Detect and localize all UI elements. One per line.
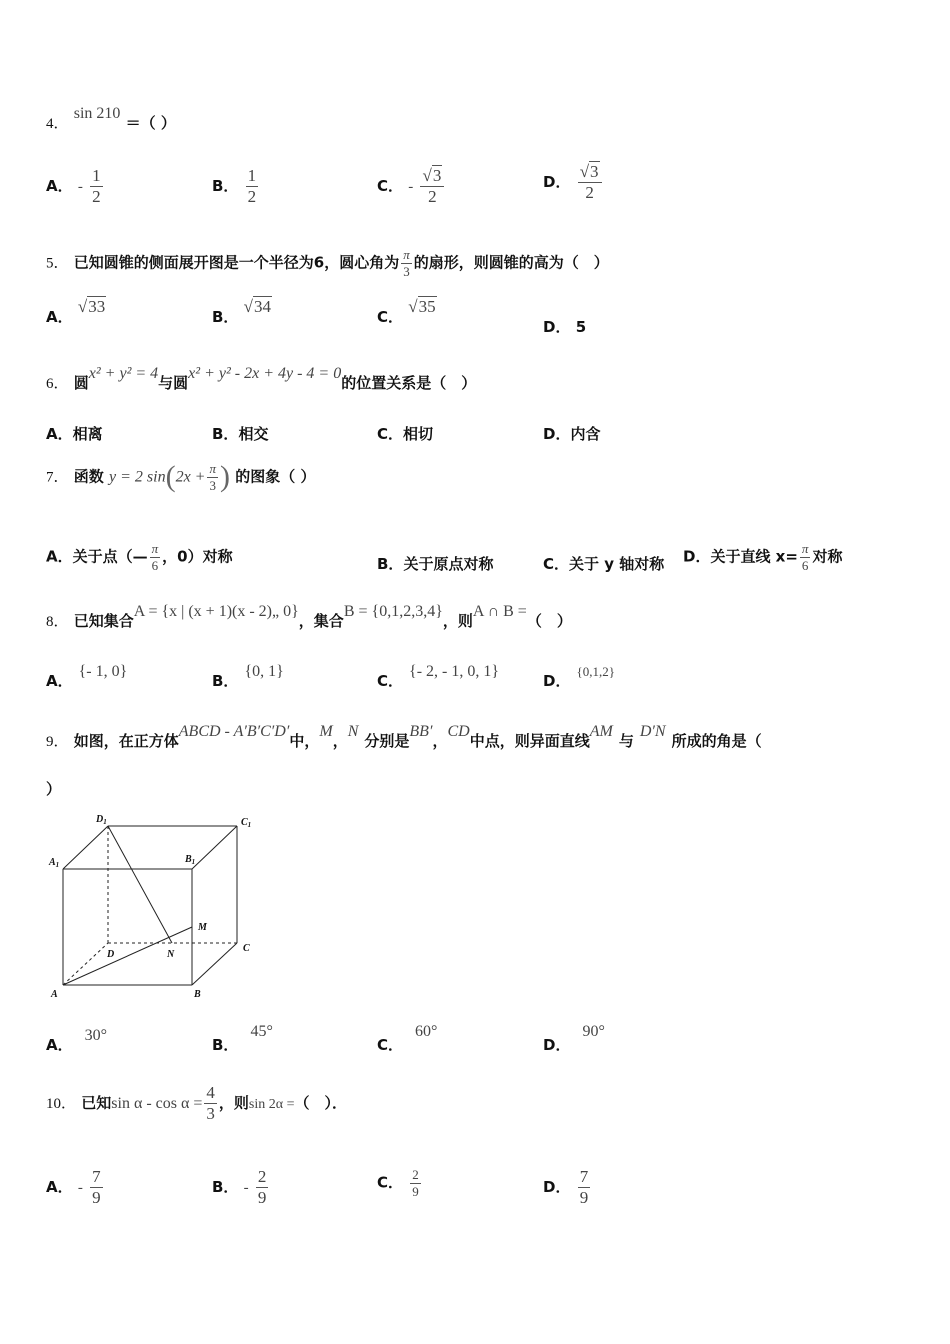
option-label: D． (543, 172, 571, 191)
option-label: A． (46, 547, 73, 566)
question-5 (46, 248, 609, 278)
option-d[interactable] (543, 1168, 592, 1207)
line-dn: D′N (639, 723, 666, 740)
question-number: 9． (46, 734, 69, 750)
question-text: 分别是 (364, 732, 410, 750)
option-text: 相离 (72, 425, 103, 443)
edge-b-c (192, 943, 237, 985)
option-a[interactable] (46, 1027, 108, 1055)
right-paren: ) (220, 460, 230, 493)
fraction (90, 167, 103, 206)
denominator: 9 (412, 1183, 419, 1199)
question-7 (46, 460, 315, 494)
radicand: 34 (254, 297, 272, 316)
option-d[interactable] (543, 316, 586, 337)
option-text: 相交 (238, 425, 269, 443)
option-math: {0,1,2} (576, 664, 615, 679)
edge-a1-d1 (63, 826, 108, 869)
option-b[interactable] (377, 553, 493, 574)
option-c[interactable] (377, 167, 446, 206)
fraction (410, 1168, 421, 1198)
sqrt: √34 (243, 297, 272, 316)
option-label: A． (46, 672, 73, 690)
option-text: 关于 y 轴对称 (569, 555, 665, 573)
option-text: 关于直线 x= (710, 547, 798, 566)
option-b[interactable] (212, 1023, 273, 1055)
option-label: B． (212, 425, 239, 443)
option-c[interactable] (377, 663, 500, 691)
numerator: π (151, 541, 159, 556)
numerator: √3 (578, 163, 602, 183)
denominator: 9 (579, 1187, 589, 1207)
function-inner: 2x + (175, 468, 206, 486)
option-label: C． (377, 1173, 404, 1192)
label-c: C (243, 943, 250, 954)
option-a[interactable] (46, 1168, 105, 1207)
question-text: ，则 (218, 1093, 249, 1112)
question-text: 如图，在正方体 (73, 732, 179, 750)
set-b-definition: B = {0,1,2,3,4} (343, 603, 443, 620)
denominator: 3 (206, 1103, 215, 1123)
numerator: 2 (412, 1167, 419, 1182)
given-expression: sin α - cos α = (111, 1094, 203, 1112)
option-text: 关于原点对称 (403, 555, 494, 573)
point-n: N (347, 723, 359, 740)
question-10 (46, 1084, 347, 1123)
option-text: 关于点（— (72, 547, 148, 566)
option-b[interactable] (212, 1168, 270, 1207)
circle-equation-2: x² + y² - 2x + 4y - 4 = 0 (188, 365, 342, 382)
sin-expression: sin 210 (73, 105, 121, 122)
option-label: C． (377, 425, 404, 443)
fraction (578, 163, 602, 202)
numerator: 1 (247, 166, 257, 185)
minus-sign: - (77, 1179, 83, 1196)
question-text: 已知 (81, 1093, 112, 1112)
intersection-expression: A ∩ B = (472, 603, 527, 620)
question-9 (46, 723, 762, 751)
fraction (256, 1168, 269, 1207)
label-n: N (167, 949, 175, 960)
radicand: 33 (88, 297, 106, 316)
denominator: 3 (403, 263, 410, 279)
label-a: A (51, 989, 58, 1000)
option-label: B． (212, 308, 239, 326)
denominator: 2 (428, 186, 437, 206)
option-d[interactable] (543, 664, 615, 691)
fraction (150, 542, 161, 572)
option-b[interactable] (212, 297, 272, 327)
option-d[interactable] (543, 1023, 605, 1055)
option-c[interactable] (377, 297, 437, 327)
denominator: 6 (801, 557, 809, 573)
question-number: 8． (46, 614, 69, 630)
option-label: A． (46, 1177, 73, 1196)
option-label: C． (377, 308, 404, 326)
option-text: 相切 (403, 425, 434, 443)
question-number: 5． (46, 255, 69, 272)
question-number: 10． (46, 1095, 77, 1112)
option-label: B． (212, 176, 239, 195)
left-paren: ( (165, 460, 176, 493)
question-text: 的位置关系是（ ） (341, 374, 477, 392)
question-text: ，则 (442, 612, 473, 630)
fraction (420, 167, 444, 206)
numerator: π (801, 541, 809, 556)
numerator: 7 (92, 1167, 101, 1186)
option-b[interactable] (212, 423, 268, 444)
question-text: 已知圆锥的侧面展开图是一个半径为6，圆心角为 (73, 253, 400, 272)
option-label: C． (377, 672, 404, 690)
option-label: D． (543, 672, 571, 690)
option-math: 90° (582, 1023, 605, 1040)
denominator: 9 (257, 1187, 267, 1207)
option-d[interactable] (543, 163, 604, 202)
option-label: B． (377, 555, 404, 573)
option-label: D． (543, 1177, 571, 1196)
option-text: 5 (575, 318, 587, 336)
option-d[interactable] (543, 423, 600, 444)
label-d1: $D_1$ (96, 814, 107, 826)
option-label: A． (46, 1036, 73, 1054)
option-label: B． (212, 1036, 239, 1054)
option-label: A． (46, 425, 73, 443)
numerator: 1 (92, 166, 101, 185)
question-text: 函数 (73, 467, 104, 486)
option-label: B． (212, 1177, 239, 1196)
question-number: 7． (46, 469, 69, 486)
label-b: B (194, 989, 201, 1000)
question-text: （ ）． (294, 1093, 347, 1112)
question-9-continuation (46, 778, 61, 799)
question-4 (46, 105, 176, 133)
minus-sign: - (77, 178, 83, 195)
circle-equation-1: x² + y² = 4 (88, 365, 159, 382)
set-a-definition: A = {x | (x + 1)(x - 2)„ 0} (133, 603, 299, 620)
numerator: 2 (257, 1167, 267, 1186)
line-d1-n (108, 826, 172, 943)
option-math: 60° (415, 1023, 438, 1040)
question-number: 6． (46, 376, 69, 392)
denominator: 2 (92, 186, 101, 206)
question-text: ， (432, 732, 448, 750)
option-a[interactable] (46, 423, 103, 444)
fraction (204, 1084, 217, 1123)
option-text: 对称 (812, 547, 843, 566)
numerator: √3 (420, 167, 444, 187)
option-b[interactable] (212, 663, 284, 691)
question-text: 中点，则异面直线 (469, 732, 590, 750)
denominator: 2 (585, 182, 594, 202)
numerator: π (209, 460, 216, 476)
fraction (246, 167, 259, 206)
label-m: M (198, 922, 207, 933)
label-b1: $B_1$ (185, 854, 196, 866)
denominator: 2 (247, 186, 257, 206)
angle-fraction (401, 248, 412, 278)
option-label: C． (543, 555, 570, 573)
question-tail: ＝（ ） (125, 114, 176, 132)
question-text: 与 (618, 732, 634, 750)
question-text: 与圆 (158, 374, 189, 392)
option-label: A． (46, 176, 73, 195)
minus-sign: - (408, 178, 414, 195)
numerator: π (403, 247, 410, 262)
point-m: M (319, 723, 333, 740)
denominator: 3 (209, 477, 216, 493)
option-math: {0, 1} (244, 663, 284, 680)
fraction (800, 542, 811, 572)
option-label: D． (683, 547, 711, 566)
option-label: D． (543, 318, 571, 336)
label-d: D (107, 949, 115, 960)
sqrt: √35 (408, 297, 436, 316)
pi-over-three (207, 462, 218, 492)
question-8 (46, 603, 572, 631)
question-text: 圆 (73, 374, 89, 392)
radicand: 3 (590, 162, 599, 181)
question-text: ） (46, 780, 62, 798)
cube-figure (40, 808, 270, 1008)
question-number: 4． (46, 116, 69, 132)
option-a[interactable] (46, 663, 128, 691)
question-text: ， (332, 732, 348, 750)
label-a1: $A_1$ (49, 857, 60, 869)
question-6 (46, 365, 477, 393)
option-c[interactable] (377, 1168, 423, 1198)
option-b[interactable] (212, 167, 260, 206)
option-a[interactable] (46, 167, 105, 206)
option-label: D． (543, 425, 571, 443)
question-text: 的图象（ ） (235, 467, 316, 486)
option-text: ，0）对称 (162, 547, 233, 566)
option-math: 45° (250, 1023, 273, 1040)
cube-name: ABCD - A′B′C′D′ (178, 723, 290, 740)
option-math: {- 1, 0} (78, 663, 128, 680)
label-c1: $C_1$ (241, 817, 252, 829)
option-a[interactable] (46, 297, 106, 327)
denominator: 9 (92, 1187, 101, 1207)
function-expression: y = 2 sin (109, 468, 166, 486)
question-text: 的扇形，则圆锥的高为（ ） (413, 253, 609, 272)
option-c[interactable] (543, 553, 664, 574)
denominator: 6 (151, 557, 159, 573)
option-a[interactable] (46, 542, 233, 572)
question-text: ，集合 (298, 612, 344, 630)
sqrt: √33 (77, 297, 106, 316)
option-label: C． (377, 1036, 404, 1054)
option-label: D． (543, 1036, 571, 1054)
option-c[interactable] (377, 423, 433, 444)
hidden-edge-a-d (63, 943, 108, 985)
option-label: A． (46, 308, 73, 326)
segment-cd: CD (447, 723, 470, 740)
numerator: 4 (206, 1083, 215, 1102)
radicand: 3 (432, 166, 442, 185)
question-text: 所成的角是（ (671, 732, 762, 750)
option-math: {- 2, - 1, 0, 1} (409, 663, 500, 680)
option-text: 内含 (570, 425, 601, 443)
option-math: 30° (84, 1027, 108, 1044)
question-text: （ ） (526, 612, 572, 630)
fraction (578, 1168, 591, 1207)
option-label: C． (377, 176, 404, 195)
minus-sign: - (243, 1179, 249, 1196)
question-text: 中， (289, 732, 320, 750)
segment-bb: BB′ (409, 723, 433, 740)
radicand: 35 (418, 297, 436, 316)
numerator: 7 (579, 1167, 589, 1186)
edge-b1-c1 (192, 826, 237, 869)
fraction (90, 1168, 103, 1207)
option-label: B． (212, 672, 239, 690)
option-c[interactable] (377, 1023, 438, 1055)
target-expression: sin 2α = (248, 1096, 295, 1112)
question-text: 已知集合 (73, 612, 134, 630)
line-am: AM (589, 723, 613, 740)
option-d[interactable] (683, 542, 842, 572)
